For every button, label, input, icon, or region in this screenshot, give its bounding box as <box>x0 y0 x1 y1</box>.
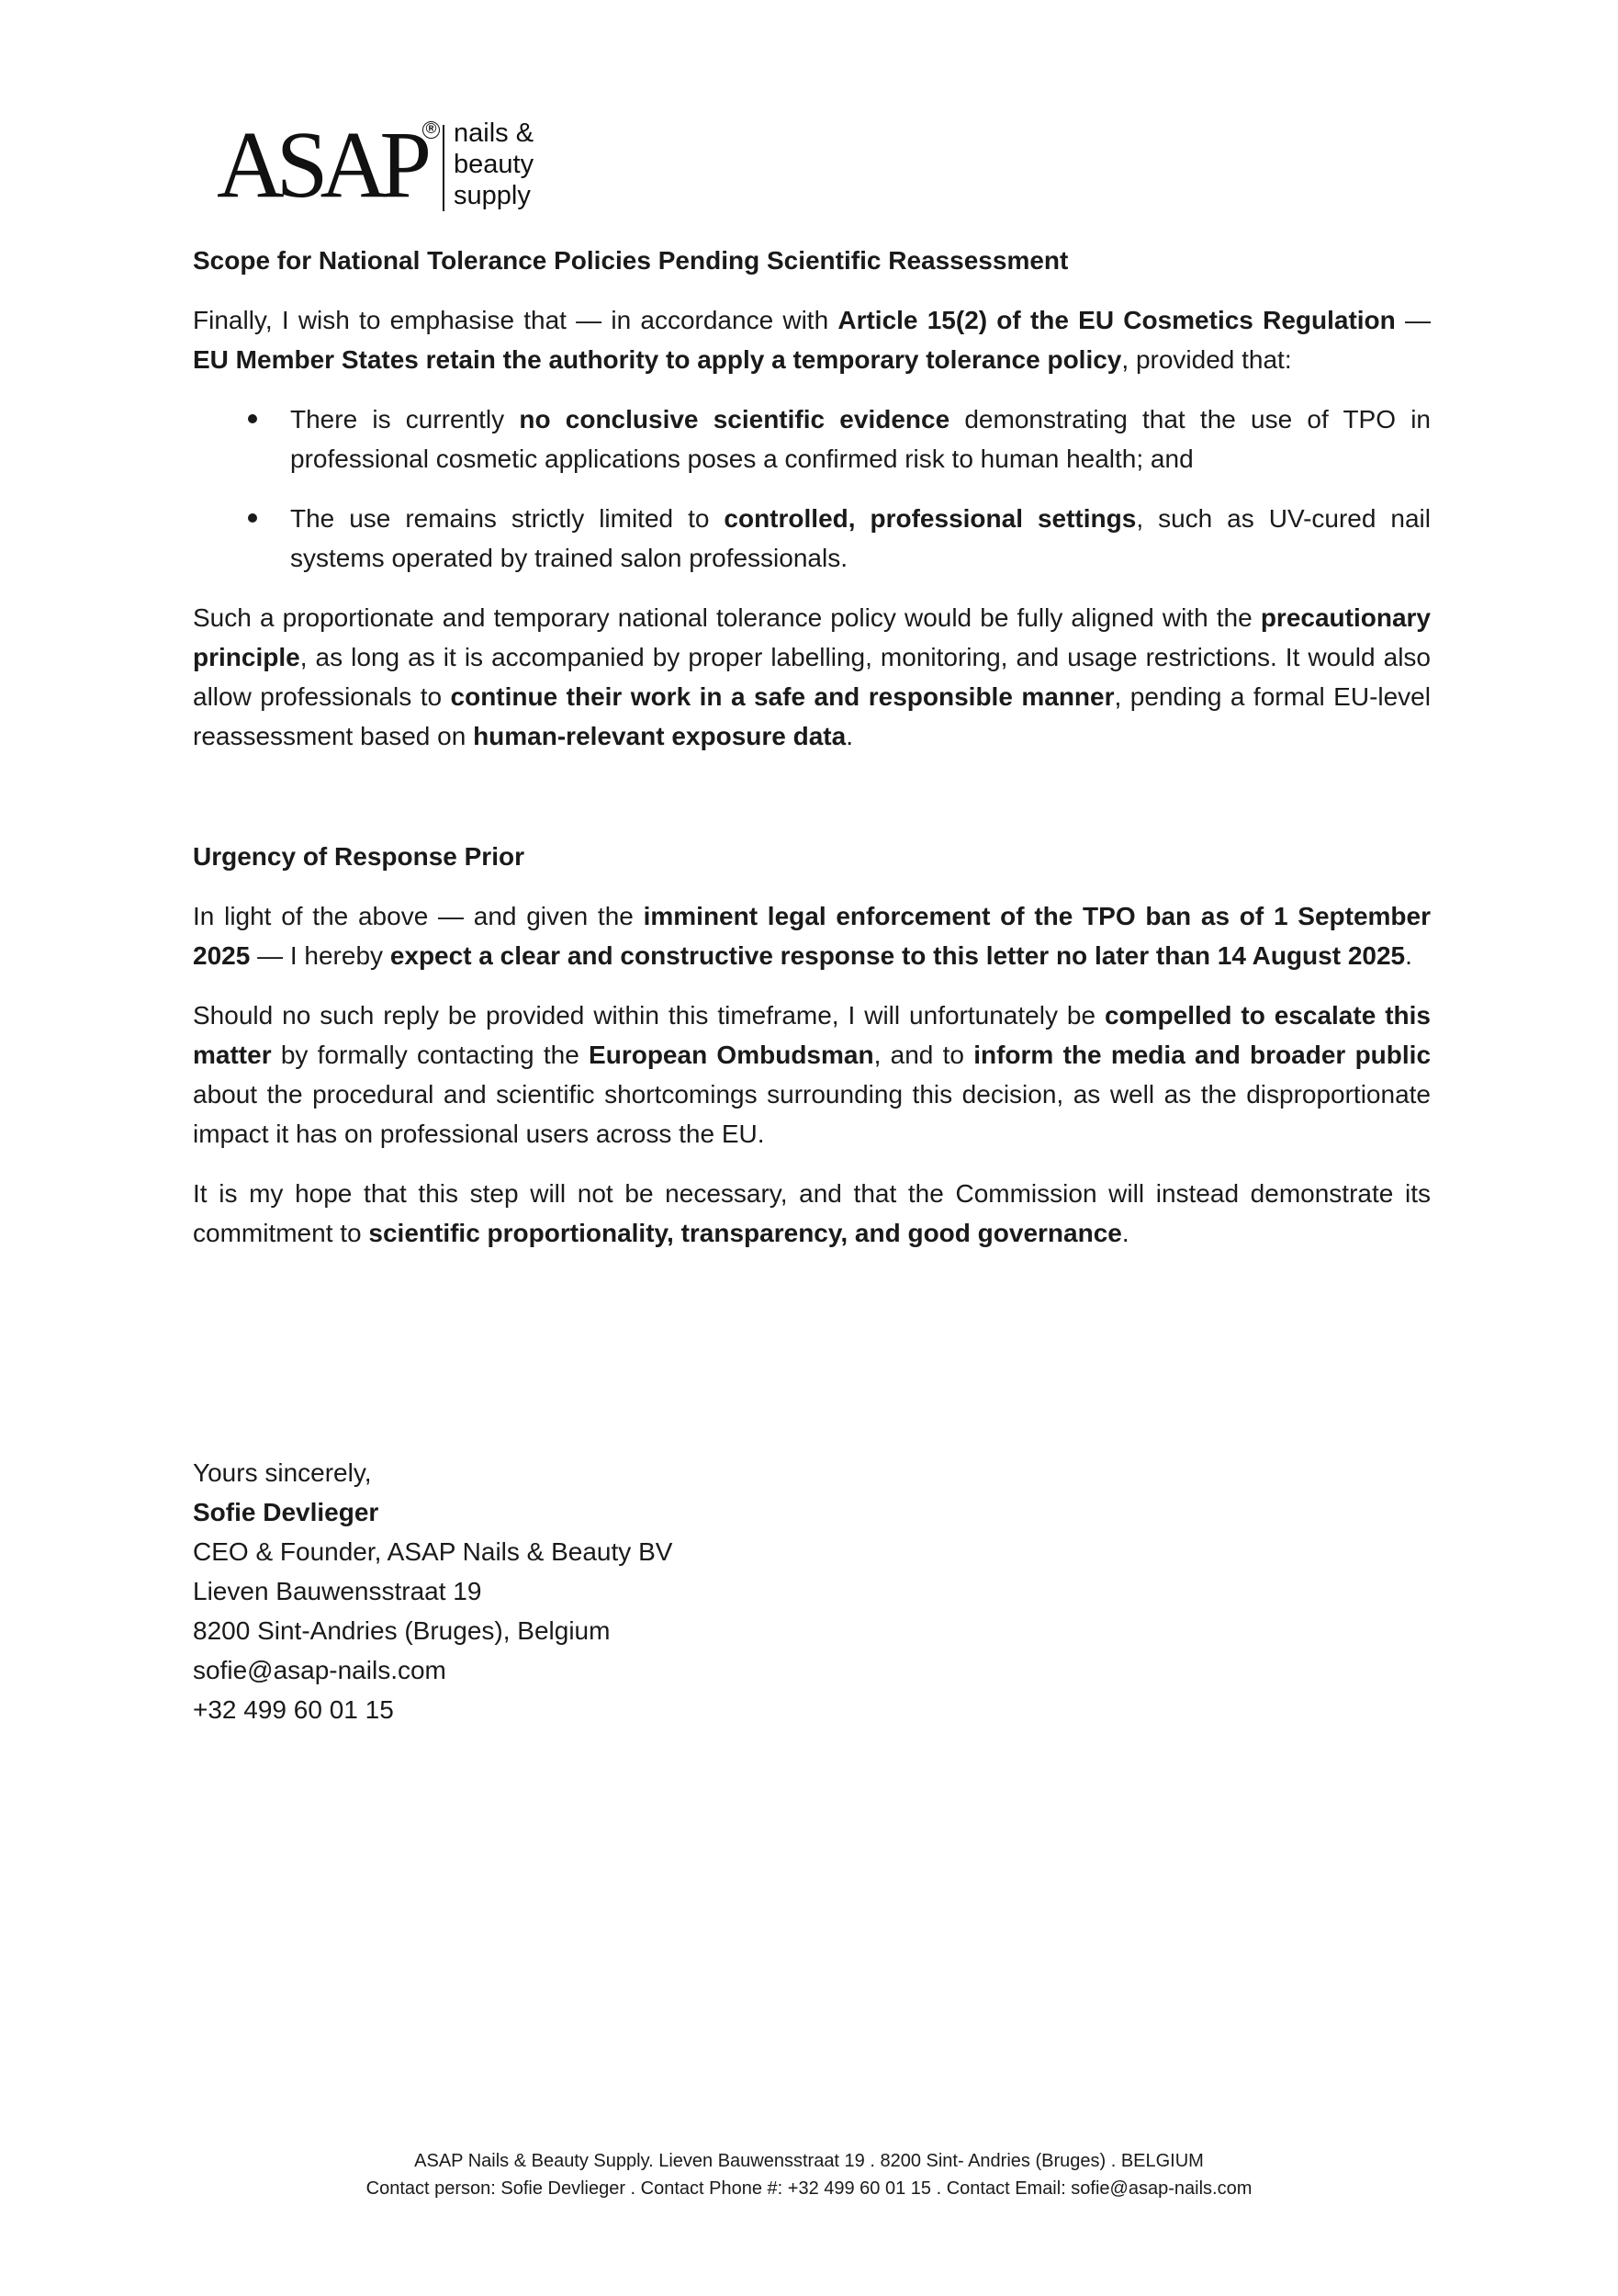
signer-name: Sofie Devlieger <box>193 1498 379 1526</box>
signer-street: Lieven Bauwensstraat 19 <box>193 1577 482 1605</box>
signature-block <box>193 1453 1431 1729</box>
text: . <box>1121 1219 1129 1247</box>
text: , as long as it is accompanied by proper labelling, monitoring, and usage restrictions. It would also allow professionals to <box>193 643 1431 711</box>
emphasis: controlled, professional settings <box>724 504 1137 533</box>
emphasis: European Ombudsman <box>589 1041 874 1069</box>
section-heading-urgency: Urgency of Response Prior <box>193 842 524 871</box>
text: , provided that: <box>1121 345 1292 374</box>
closing-salutation: Yours sincerely, <box>193 1458 372 1487</box>
text: In light of the above — and given the <box>193 902 644 930</box>
text: . <box>1405 941 1412 970</box>
tolerance-paragraph <box>193 598 1431 756</box>
list-item <box>193 400 1431 478</box>
text: The use remains strictly limited to <box>290 504 725 533</box>
text: Finally, I wish to emphasise that — in accordance with <box>193 306 838 334</box>
bullet-icon <box>248 414 257 423</box>
closing-paragraph <box>193 1174 1431 1253</box>
text: Such a proportionate and temporary national tolerance policy would be fully aligned with the <box>193 603 1261 632</box>
text: . <box>846 722 853 750</box>
logo-tagline-line: beauty <box>454 150 534 179</box>
intro-paragraph <box>193 300 1431 379</box>
letter-body <box>193 241 1431 1729</box>
emphasis: continue their work in a safe and responsible manner <box>450 682 1115 711</box>
footer-contact: Contact person: Sofie Devlieger . Contact Phone #: +32 499 60 01 15 . Contact Email: sofie@asap-nails.com <box>365 2178 1253 2199</box>
footer-address: ASAP Nails & Beauty Supply. Lieven Bauwensstraat 19 . 8200 Sint- Andries (Bruges) . BELGIUM <box>414 2151 1204 2171</box>
escalation-paragraph <box>193 996 1431 1154</box>
emphasis: EU Member States retain the authority to apply a temporary tolerance policy <box>193 345 1122 374</box>
emphasis: no conclusive scientific evidence <box>519 405 950 433</box>
page-footer <box>0 2147 1618 2202</box>
list-item <box>193 499 1431 578</box>
emphasis: precautionary principle <box>193 603 1431 671</box>
registered-mark: ® <box>422 121 440 139</box>
emphasis: inform the media and broader public <box>973 1041 1432 1069</box>
logo-mark: ASAP <box>217 112 424 218</box>
emphasis: scientific proportionality, transparency, and good governance <box>368 1219 1122 1247</box>
text: demonstrating that the use of TPO in professional cosmetic applications poses a confirmed risk to human health; and <box>290 405 1432 473</box>
logo-tagline-line: nails & <box>454 118 534 148</box>
emphasis: Article 15(2) of the EU Cosmetics Regulation <box>837 306 1396 334</box>
text: It is my hope that this step will not be necessary, and that the Commission will instead demonstrate its commitment to <box>193 1179 1431 1247</box>
signer-title: CEO & Founder, ASAP Nails & Beauty BV <box>193 1537 673 1566</box>
text: — <box>1395 306 1431 334</box>
logo-divider <box>443 125 444 211</box>
text: Should no such reply be provided within this timeframe, I will unfortunately be <box>193 1001 1105 1030</box>
emphasis: imminent legal enforcement of the TPO ban as of 1 September 2025 <box>193 902 1431 970</box>
emphasis: human-relevant exposure data <box>473 722 847 750</box>
text: about the procedural and scientific shortcomings surrounding this decision, as well as the disproportionate impact it has on professional users across the EU. <box>193 1080 1431 1148</box>
signer-city: 8200 Sint-Andries (Bruges), Belgium <box>193 1616 611 1645</box>
urgency-paragraph <box>193 896 1431 975</box>
signer-email: sofie@asap-nails.com <box>193 1656 446 1684</box>
text: , such as UV-cured nail systems operated by trained salon professionals. <box>290 504 1431 572</box>
logo-tagline-line: supply <box>454 181 531 210</box>
text: by formally contacting the <box>271 1041 590 1069</box>
conditions-list <box>193 400 1431 578</box>
text: , and to <box>873 1041 974 1069</box>
text: There is currently <box>290 405 520 433</box>
emphasis: compelled to escalate this matter <box>193 1001 1431 1069</box>
emphasis: expect a clear and constructive response to this letter no later than 14 August 2025 <box>389 941 1406 970</box>
bullet-icon <box>248 513 257 523</box>
section-heading-tolerance: Scope for National Tolerance Policies Pending Scientific Reassessment <box>193 246 1069 275</box>
text: , pending a formal EU-level reassessment based on <box>193 682 1431 750</box>
text: — I hereby <box>250 941 390 970</box>
logo-tagline <box>454 118 534 211</box>
signer-phone: +32 499 60 01 15 <box>193 1695 394 1724</box>
company-logo <box>217 112 566 219</box>
